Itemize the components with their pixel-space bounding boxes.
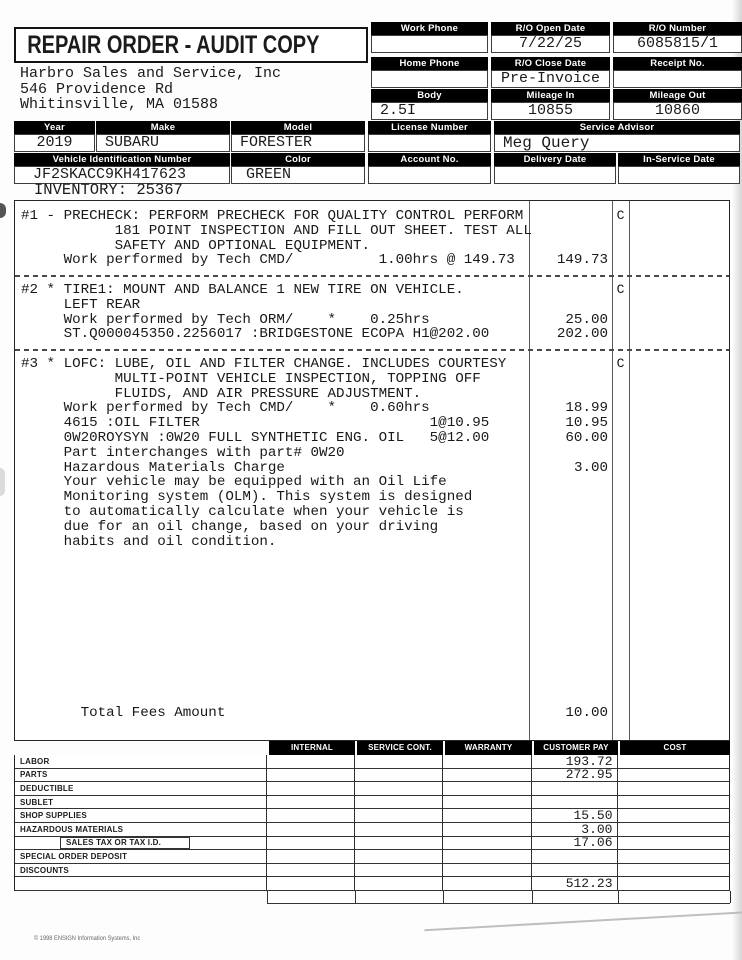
- internal-cell: [267, 796, 355, 809]
- item-text: 4615 :OIL FILTER 1@10.95: [21, 415, 490, 432]
- internal-cell: [267, 823, 355, 836]
- work-phone-value: [371, 35, 488, 53]
- warranty-cell: [443, 769, 532, 782]
- item-line: [15, 357, 729, 372]
- scan-notch: [0, 468, 5, 496]
- summary-row-labor: [14, 755, 730, 769]
- item-separator: [15, 268, 729, 283]
- item-flag-empty: [612, 327, 629, 342]
- field-mileage-in: [491, 89, 610, 120]
- item-amount: [529, 357, 612, 372]
- item-text: FLUIDS, AND AIR PRESSURE ADJUSTMENT.: [21, 385, 422, 402]
- item-flag-empty: [612, 387, 629, 402]
- internal-cell: [267, 782, 355, 795]
- customer-pay-cell: [532, 864, 618, 877]
- service-cont-cell: [355, 823, 443, 836]
- item-amount: [529, 446, 612, 461]
- item-flag-empty: [612, 416, 629, 431]
- body-label: Body: [371, 89, 488, 102]
- service-items-box: [14, 200, 730, 741]
- row-label: [15, 837, 267, 850]
- service-cont-cell: [355, 864, 443, 877]
- item-line: [15, 475, 729, 490]
- year-label: Year: [14, 121, 95, 134]
- row-label: DISCOUNTS: [15, 864, 267, 877]
- summary-header-row: [14, 741, 730, 755]
- internal-cell: [267, 769, 355, 782]
- cost-cell: [618, 809, 730, 822]
- item-text: #2 * TIRE1: MOUNT AND BALANCE 1 NEW TIRE ON VEHICLE.: [21, 281, 464, 298]
- receipt-no-label: Receipt No.: [613, 57, 742, 70]
- ro-open-date-value: 7/22/25: [491, 35, 610, 53]
- item-text: Part interchanges with part# 0W20: [21, 444, 345, 461]
- internal-cell: [267, 850, 355, 863]
- service-cont-cell: [356, 891, 444, 903]
- summary-row-sublet: [14, 796, 730, 810]
- customer-pay-cell: [533, 891, 619, 903]
- item-line: [15, 505, 729, 520]
- item-amount: [529, 298, 612, 313]
- item-amount: [529, 283, 612, 298]
- item-amount: [529, 372, 612, 387]
- model-label: Model: [231, 121, 365, 134]
- item-flag: C: [616, 355, 625, 371]
- item-line: [15, 490, 729, 505]
- mileage-in-value: 10855: [491, 102, 610, 120]
- item-amount: [529, 239, 612, 254]
- item-amount: [529, 224, 612, 239]
- service-cont-cell: [355, 796, 443, 809]
- item-line: [15, 283, 729, 298]
- item-flag: C: [616, 208, 625, 223]
- account-no-value: [368, 166, 491, 184]
- item-line: [15, 209, 729, 224]
- item-amount: [529, 387, 612, 402]
- item-flag-empty: [612, 401, 629, 416]
- company-name: Harbro Sales and Service, Inc: [20, 65, 282, 82]
- customer-pay-total: 512.23: [532, 877, 618, 890]
- service-item-3: [15, 357, 729, 549]
- internal-cell: [267, 837, 355, 850]
- item-amount: 202.00: [556, 326, 608, 343]
- service-cont-cell: [355, 877, 443, 890]
- summary-total-row: [14, 877, 730, 891]
- row-label: HAZARDOUS MATERIALS: [15, 823, 267, 836]
- dashed-line: [15, 349, 729, 351]
- service-item-1: [15, 209, 729, 268]
- blank-space: [15, 549, 729, 706]
- item-text: due for an oil change, based on your driving: [21, 518, 439, 535]
- ro-open-date-label: R/O Open Date: [491, 22, 610, 35]
- total-fees-row: [15, 706, 729, 721]
- item-flag-empty: [612, 490, 629, 505]
- field-ro-number: [613, 22, 742, 53]
- internal-cell: [267, 877, 355, 890]
- item-line: [15, 520, 729, 535]
- item-line: [15, 416, 729, 431]
- footer-copyright: © 1998 ENSIGN Information Systems, Inc: [34, 936, 141, 942]
- item-amount: [529, 505, 612, 520]
- field-service-advisor: [494, 121, 740, 152]
- item-text: 181 POINT INSPECTION AND FILL OUT SHEET. TEST ALL: [21, 222, 532, 239]
- field-make: [96, 121, 230, 152]
- item-amount: 60.00: [565, 429, 608, 446]
- column-header-service-cont: SERVICE CONT.: [355, 741, 443, 755]
- row-label-empty: [15, 877, 267, 890]
- item-text: to automatically calculate when your vehicle is: [21, 503, 464, 520]
- field-delivery-date: [494, 153, 616, 184]
- item-flag-empty: [612, 431, 629, 446]
- item-text: 0W20ROYSYN :0W20 FULL SYNTHETIC ENG. OIL 5@12.00: [21, 429, 490, 446]
- make-label: Make: [96, 121, 230, 134]
- in-service-date-label: In-Service Date: [618, 153, 740, 166]
- total-fees-amount: 10.00: [565, 705, 608, 722]
- item-line: [15, 535, 729, 550]
- field-mileage-out: [613, 89, 742, 120]
- item-text: LEFT REAR: [21, 296, 141, 313]
- item-separator: [15, 342, 729, 357]
- item-line: [15, 253, 729, 268]
- year-value: 2019: [14, 134, 95, 152]
- document-title-box: [14, 27, 368, 63]
- item-amount: [529, 520, 612, 535]
- item-flag-empty: [612, 253, 629, 268]
- item-flag-empty: [612, 313, 629, 328]
- cost-cell: [618, 755, 730, 768]
- row-label: DEDUCTIBLE: [15, 782, 267, 795]
- item-flag-empty: [612, 372, 629, 387]
- field-home-phone: [371, 57, 488, 88]
- item-amount: 10.95: [565, 415, 608, 432]
- cost-cell: [618, 823, 730, 836]
- cost-cell: [618, 850, 730, 863]
- field-work-phone: [371, 22, 488, 53]
- row-label: SUBLET: [15, 796, 267, 809]
- item-line: [15, 298, 729, 313]
- cost-cell: [618, 877, 730, 890]
- service-cont-cell: [355, 809, 443, 822]
- item-text: Work performed by Tech CMD/ * 0.60hrs: [21, 400, 430, 417]
- service-advisor-value: Meg Query: [494, 134, 740, 152]
- item-text: Your vehicle may be equipped with an Oil Life: [21, 474, 447, 491]
- color-label: Color: [231, 153, 365, 166]
- color-value: GREEN: [231, 166, 365, 184]
- field-ro-open-date: [491, 22, 610, 53]
- customer-pay-cell: 272.95: [532, 769, 618, 782]
- body-value: 2.5I: [371, 102, 488, 120]
- item-amount: 149.73: [556, 252, 608, 269]
- license-number-value: [368, 134, 491, 152]
- item-line: [15, 446, 729, 461]
- customer-pay-cell: 193.72: [532, 755, 618, 768]
- warranty-cell: [443, 877, 532, 890]
- field-model: [231, 121, 365, 152]
- internal-cell: [267, 864, 355, 877]
- cost-cell: [619, 891, 731, 903]
- internal-cell: [268, 891, 356, 903]
- item-text: ST.Q000045350.2256017 :BRIDGESTONE ECOPA H1@202.00: [21, 326, 490, 343]
- item-line: [15, 372, 729, 387]
- summary-row-special-order-deposit: [14, 850, 730, 864]
- warranty-cell: [444, 891, 533, 903]
- mileage-out-label: Mileage Out: [613, 89, 742, 102]
- company-city: Whitinsville, MA 01588: [20, 96, 219, 113]
- item-flag-empty: [612, 298, 629, 313]
- item-amount: [529, 475, 612, 490]
- summary-row-deductible: [14, 782, 730, 796]
- customer-pay-cell: 3.00: [532, 823, 618, 836]
- field-account-no: [368, 153, 491, 184]
- item-amount: [529, 535, 612, 550]
- item-flag: C: [616, 281, 625, 297]
- document-title: REPAIR ORDER - AUDIT COPY: [27, 30, 320, 59]
- item-text: #3 * LOFC: LUBE, OIL AND FILTER CHANGE. INCLUDES COURTESY: [21, 355, 507, 372]
- field-ro-close-date: [491, 57, 610, 88]
- item-amount: [529, 490, 612, 505]
- field-license-number: [368, 121, 491, 152]
- item-flag-empty: [612, 239, 629, 254]
- item-text: Monitoring system (OLM). This system is designed: [21, 489, 473, 506]
- item-line: [15, 327, 729, 342]
- item-line: [15, 431, 729, 446]
- item-text: habits and oil condition.: [21, 533, 277, 550]
- item-line: [15, 387, 729, 402]
- receipt-no-value: [613, 70, 742, 88]
- warranty-cell: [443, 850, 532, 863]
- item-flag-empty: [612, 446, 629, 461]
- customer-pay-cell: 17.06: [532, 837, 618, 850]
- item-flag-empty: [612, 505, 629, 520]
- item-text: Hazardous Materials Charge: [21, 459, 285, 476]
- item-flag-empty: [612, 224, 629, 239]
- warranty-cell: [443, 823, 532, 836]
- item-text: SAFETY AND OPTIONAL EQUIPMENT.: [21, 237, 371, 254]
- item-amount: 25.00: [565, 311, 608, 328]
- column-header-cost: COST: [618, 741, 730, 755]
- vin-value: JF2SKACC9KH417623: [14, 166, 230, 184]
- item-line: [15, 461, 729, 476]
- warranty-cell: [443, 809, 532, 822]
- model-value: FORESTER: [231, 134, 365, 152]
- item-flag-empty: [612, 706, 629, 721]
- row-label: PARTS: [15, 769, 267, 782]
- item-flag-empty: [612, 535, 629, 550]
- delivery-date-label: Delivery Date: [494, 153, 616, 166]
- row-label: SHOP SUPPLIES: [15, 809, 267, 822]
- customer-pay-cell: 15.50: [532, 809, 618, 822]
- summary-row-discounts: [14, 864, 730, 878]
- field-receipt-no: [613, 57, 742, 88]
- service-cont-cell: [355, 782, 443, 795]
- service-advisor-label: Service Advisor: [494, 121, 740, 134]
- summary-row-shop-supplies: [14, 809, 730, 823]
- summary-header-spacer: [14, 741, 267, 755]
- customer-pay-cell: [532, 782, 618, 795]
- ro-close-date-label: R/O Close Date: [491, 57, 610, 70]
- warranty-cell: [443, 755, 532, 768]
- service-cont-cell: [355, 837, 443, 850]
- customer-pay-cell: [532, 850, 618, 863]
- delivery-date-value: [494, 166, 616, 184]
- item-line: [15, 224, 729, 239]
- vin-label: Vehicle Identification Number: [14, 153, 230, 166]
- item-flag-empty: [612, 475, 629, 490]
- field-year: [14, 121, 95, 152]
- item-amount: 3.00: [573, 459, 608, 476]
- scan-notch: [0, 203, 6, 218]
- item-line: [15, 313, 729, 328]
- license-number-label: License Number: [368, 121, 491, 134]
- warranty-cell: [443, 782, 532, 795]
- cost-cell: [618, 769, 730, 782]
- warranty-cell: [443, 864, 532, 877]
- service-items: [15, 201, 729, 740]
- summary-row-sales-tax: [14, 837, 730, 851]
- make-value: SUBARU: [96, 134, 230, 152]
- work-phone-label: Work Phone: [371, 22, 488, 35]
- row-label: SPECIAL ORDER DEPOSIT: [15, 850, 267, 863]
- item-amount: 18.99: [565, 400, 608, 417]
- company-street: 546 Providence Rd: [20, 80, 174, 98]
- customer-pay-cell: [532, 796, 618, 809]
- cost-cell: [618, 837, 730, 850]
- field-vin: [14, 153, 230, 184]
- column-header-internal: INTERNAL: [267, 741, 355, 755]
- in-service-date-value: [618, 166, 740, 184]
- item-line: [15, 401, 729, 416]
- sales-tax-label-box: SALES TAX OR TAX I.D.: [60, 837, 190, 849]
- column-header-warranty: WARRANTY: [443, 741, 532, 755]
- warranty-cell: [443, 837, 532, 850]
- item-line: [15, 239, 729, 254]
- field-body: [371, 89, 488, 120]
- home-phone-value: [371, 70, 488, 88]
- page-curl-line: [424, 911, 742, 960]
- service-cont-cell: [355, 755, 443, 768]
- row-label: LABOR: [15, 755, 267, 768]
- item-text: #1 - PRECHECK: PERFORM PRECHECK FOR QUALITY CONTROL PERFORM: [21, 208, 524, 224]
- company-address: [20, 66, 281, 113]
- total-fees-label: Total Fees Amount: [21, 705, 226, 722]
- summary-extra-row: [267, 891, 730, 904]
- ro-number-label: R/O Number: [613, 22, 742, 35]
- mileage-out-value: 10860: [613, 102, 742, 120]
- item-flag-empty: [612, 520, 629, 535]
- item-text: Work performed by Tech ORM/ * 0.25hrs: [21, 311, 430, 328]
- cost-cell: [618, 782, 730, 795]
- service-cont-cell: [355, 850, 443, 863]
- service-item-2: [15, 283, 729, 342]
- account-no-label: Account No.: [368, 153, 491, 166]
- ro-close-date-value: Pre-Invoice: [491, 70, 610, 88]
- dashed-line: [15, 275, 729, 277]
- item-amount: [529, 209, 612, 224]
- column-header-customer-pay: CUSTOMER PAY: [532, 741, 618, 755]
- cost-cell: [618, 864, 730, 877]
- summary-table: [14, 741, 730, 904]
- item-flag-empty: [612, 461, 629, 476]
- mileage-in-label: Mileage In: [491, 89, 610, 102]
- field-in-service-date: [618, 153, 740, 184]
- summary-row-hazardous-materials: [14, 823, 730, 837]
- item-text: Work performed by Tech CMD/ 1.00hrs @ 149.73: [21, 252, 515, 269]
- cost-cell: [618, 796, 730, 809]
- field-color: [231, 153, 365, 184]
- inventory-line: INVENTORY: 25367: [34, 181, 183, 199]
- ro-number-value: 6085815/1: [613, 35, 742, 53]
- home-phone-label: Home Phone: [371, 57, 488, 70]
- summary-row-parts: [14, 769, 730, 783]
- internal-cell: [267, 809, 355, 822]
- internal-cell: [267, 755, 355, 768]
- warranty-cell: [443, 796, 532, 809]
- item-text: MULTI-POINT VEHICLE INSPECTION, TOPPING OFF: [21, 370, 481, 387]
- service-cont-cell: [355, 769, 443, 782]
